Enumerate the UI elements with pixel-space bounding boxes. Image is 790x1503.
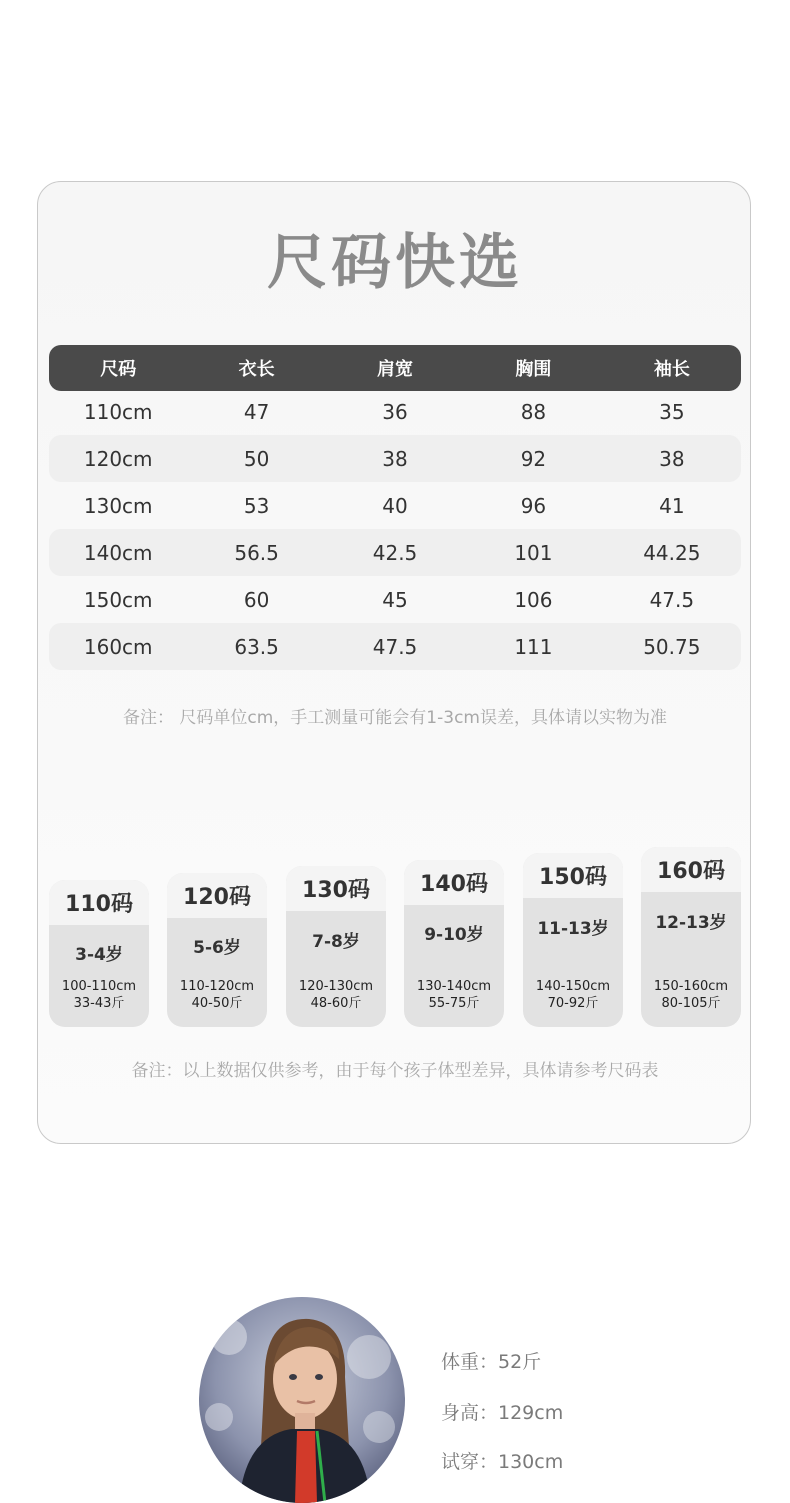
cell-chest: 111 xyxy=(514,634,553,659)
size-card-weight: 33-43斤 xyxy=(73,996,125,1011)
cell-length: 47 xyxy=(243,399,270,424)
model-weight: 体重：52斤 xyxy=(441,1351,542,1373)
size-table-header xyxy=(49,345,741,391)
header-chest: 胸围 xyxy=(515,359,552,380)
table-row xyxy=(49,435,741,482)
cell-size: 120cm xyxy=(83,446,153,471)
cell-sleeve: 38 xyxy=(659,446,685,471)
size-card-160[interactable] xyxy=(641,847,741,1027)
model-fitting-size: 试穿：130cm xyxy=(441,1451,564,1473)
size-card-age: 11-13岁 xyxy=(537,919,609,939)
size-card-height: 120-130cm xyxy=(298,979,374,994)
cell-size: 130cm xyxy=(83,493,153,518)
size-card-age: 5-6岁 xyxy=(193,938,241,958)
cell-shoulder: 42.5 xyxy=(372,540,418,565)
size-card-height: 130-140cm xyxy=(416,979,492,994)
header-length: 衣长 xyxy=(238,359,275,380)
size-card-height: 140-150cm xyxy=(535,979,611,994)
cell-size: 150cm xyxy=(83,587,153,612)
cell-size: 160cm xyxy=(83,634,153,659)
size-card-age: 7-8岁 xyxy=(312,932,360,952)
size-card-150[interactable] xyxy=(523,853,623,1027)
size-card-label: 130码 xyxy=(286,866,386,911)
size-card-weight: 40-50斤 xyxy=(191,996,243,1011)
size-card-label: 120码 xyxy=(167,873,267,918)
table-row xyxy=(49,576,741,623)
size-card-age: 3-4岁 xyxy=(75,945,123,965)
cell-length: 56.5 xyxy=(234,540,279,565)
header-shoulder: 肩宽 xyxy=(377,359,414,380)
size-card-age: 12-13岁 xyxy=(655,913,727,933)
model-photo xyxy=(199,1297,405,1503)
header-sleeve: 袖长 xyxy=(653,359,690,380)
size-card-label: 160码 xyxy=(641,847,741,892)
cell-size: 140cm xyxy=(83,540,153,565)
cell-size: 110cm xyxy=(83,399,153,424)
table-row xyxy=(49,482,741,529)
cell-shoulder: 45 xyxy=(382,587,408,612)
reference-note: 备注：以上数据仅供参考，由于每个孩子体型差异，具体请参考尺码表 xyxy=(131,1061,659,1081)
size-card-label: 140码 xyxy=(404,860,504,905)
size-card-120[interactable] xyxy=(167,873,267,1027)
cell-shoulder: 36 xyxy=(382,399,408,424)
size-card-height: 110-120cm xyxy=(179,979,255,994)
size-card-height: 100-110cm xyxy=(61,979,137,994)
table-row xyxy=(49,388,741,435)
model-portrait-illustration xyxy=(199,1297,405,1503)
cell-shoulder: 40 xyxy=(382,493,408,518)
cell-chest: 96 xyxy=(520,493,547,518)
model-height: 身高：129cm xyxy=(441,1402,564,1424)
size-card-age: 9-10岁 xyxy=(424,925,484,945)
cell-sleeve: 47.5 xyxy=(649,587,695,612)
cell-length: 63.5 xyxy=(234,634,279,659)
cell-sleeve: 35 xyxy=(659,399,685,424)
measurement-note: 备注： 尺码单位cm，手工测量可能会有1-3cm误差，具体请以实物为准 xyxy=(123,708,667,728)
cell-length: 53 xyxy=(243,493,270,518)
size-card-140[interactable] xyxy=(404,860,504,1027)
cell-chest: 88 xyxy=(520,399,547,424)
cell-sleeve: 44.25 xyxy=(643,540,701,565)
size-card-label: 110码 xyxy=(49,880,149,925)
cell-sleeve: 41 xyxy=(659,493,685,518)
cell-shoulder: 38 xyxy=(382,446,408,471)
size-card-weight: 48-60斤 xyxy=(310,996,362,1011)
cell-length: 50 xyxy=(243,446,270,471)
cell-length: 60 xyxy=(243,587,270,612)
cell-sleeve: 50.75 xyxy=(643,634,701,659)
table-row xyxy=(49,529,741,576)
size-card-weight: 55-75斤 xyxy=(428,996,480,1011)
cell-chest: 106 xyxy=(514,587,553,612)
size-card-weight: 70-92斤 xyxy=(547,996,599,1011)
header-size: 尺码 xyxy=(100,359,137,380)
size-card-130[interactable] xyxy=(286,866,386,1027)
cell-chest: 92 xyxy=(520,446,547,471)
page-title: 尺码快选 xyxy=(267,228,523,298)
cell-chest: 101 xyxy=(514,540,553,565)
cell-shoulder: 47.5 xyxy=(372,634,418,659)
size-card-110[interactable] xyxy=(49,880,149,1027)
size-card-weight: 80-105斤 xyxy=(661,996,721,1011)
table-row xyxy=(49,623,741,670)
size-card-height: 150-160cm xyxy=(653,979,729,994)
size-card-label: 150码 xyxy=(523,853,623,898)
